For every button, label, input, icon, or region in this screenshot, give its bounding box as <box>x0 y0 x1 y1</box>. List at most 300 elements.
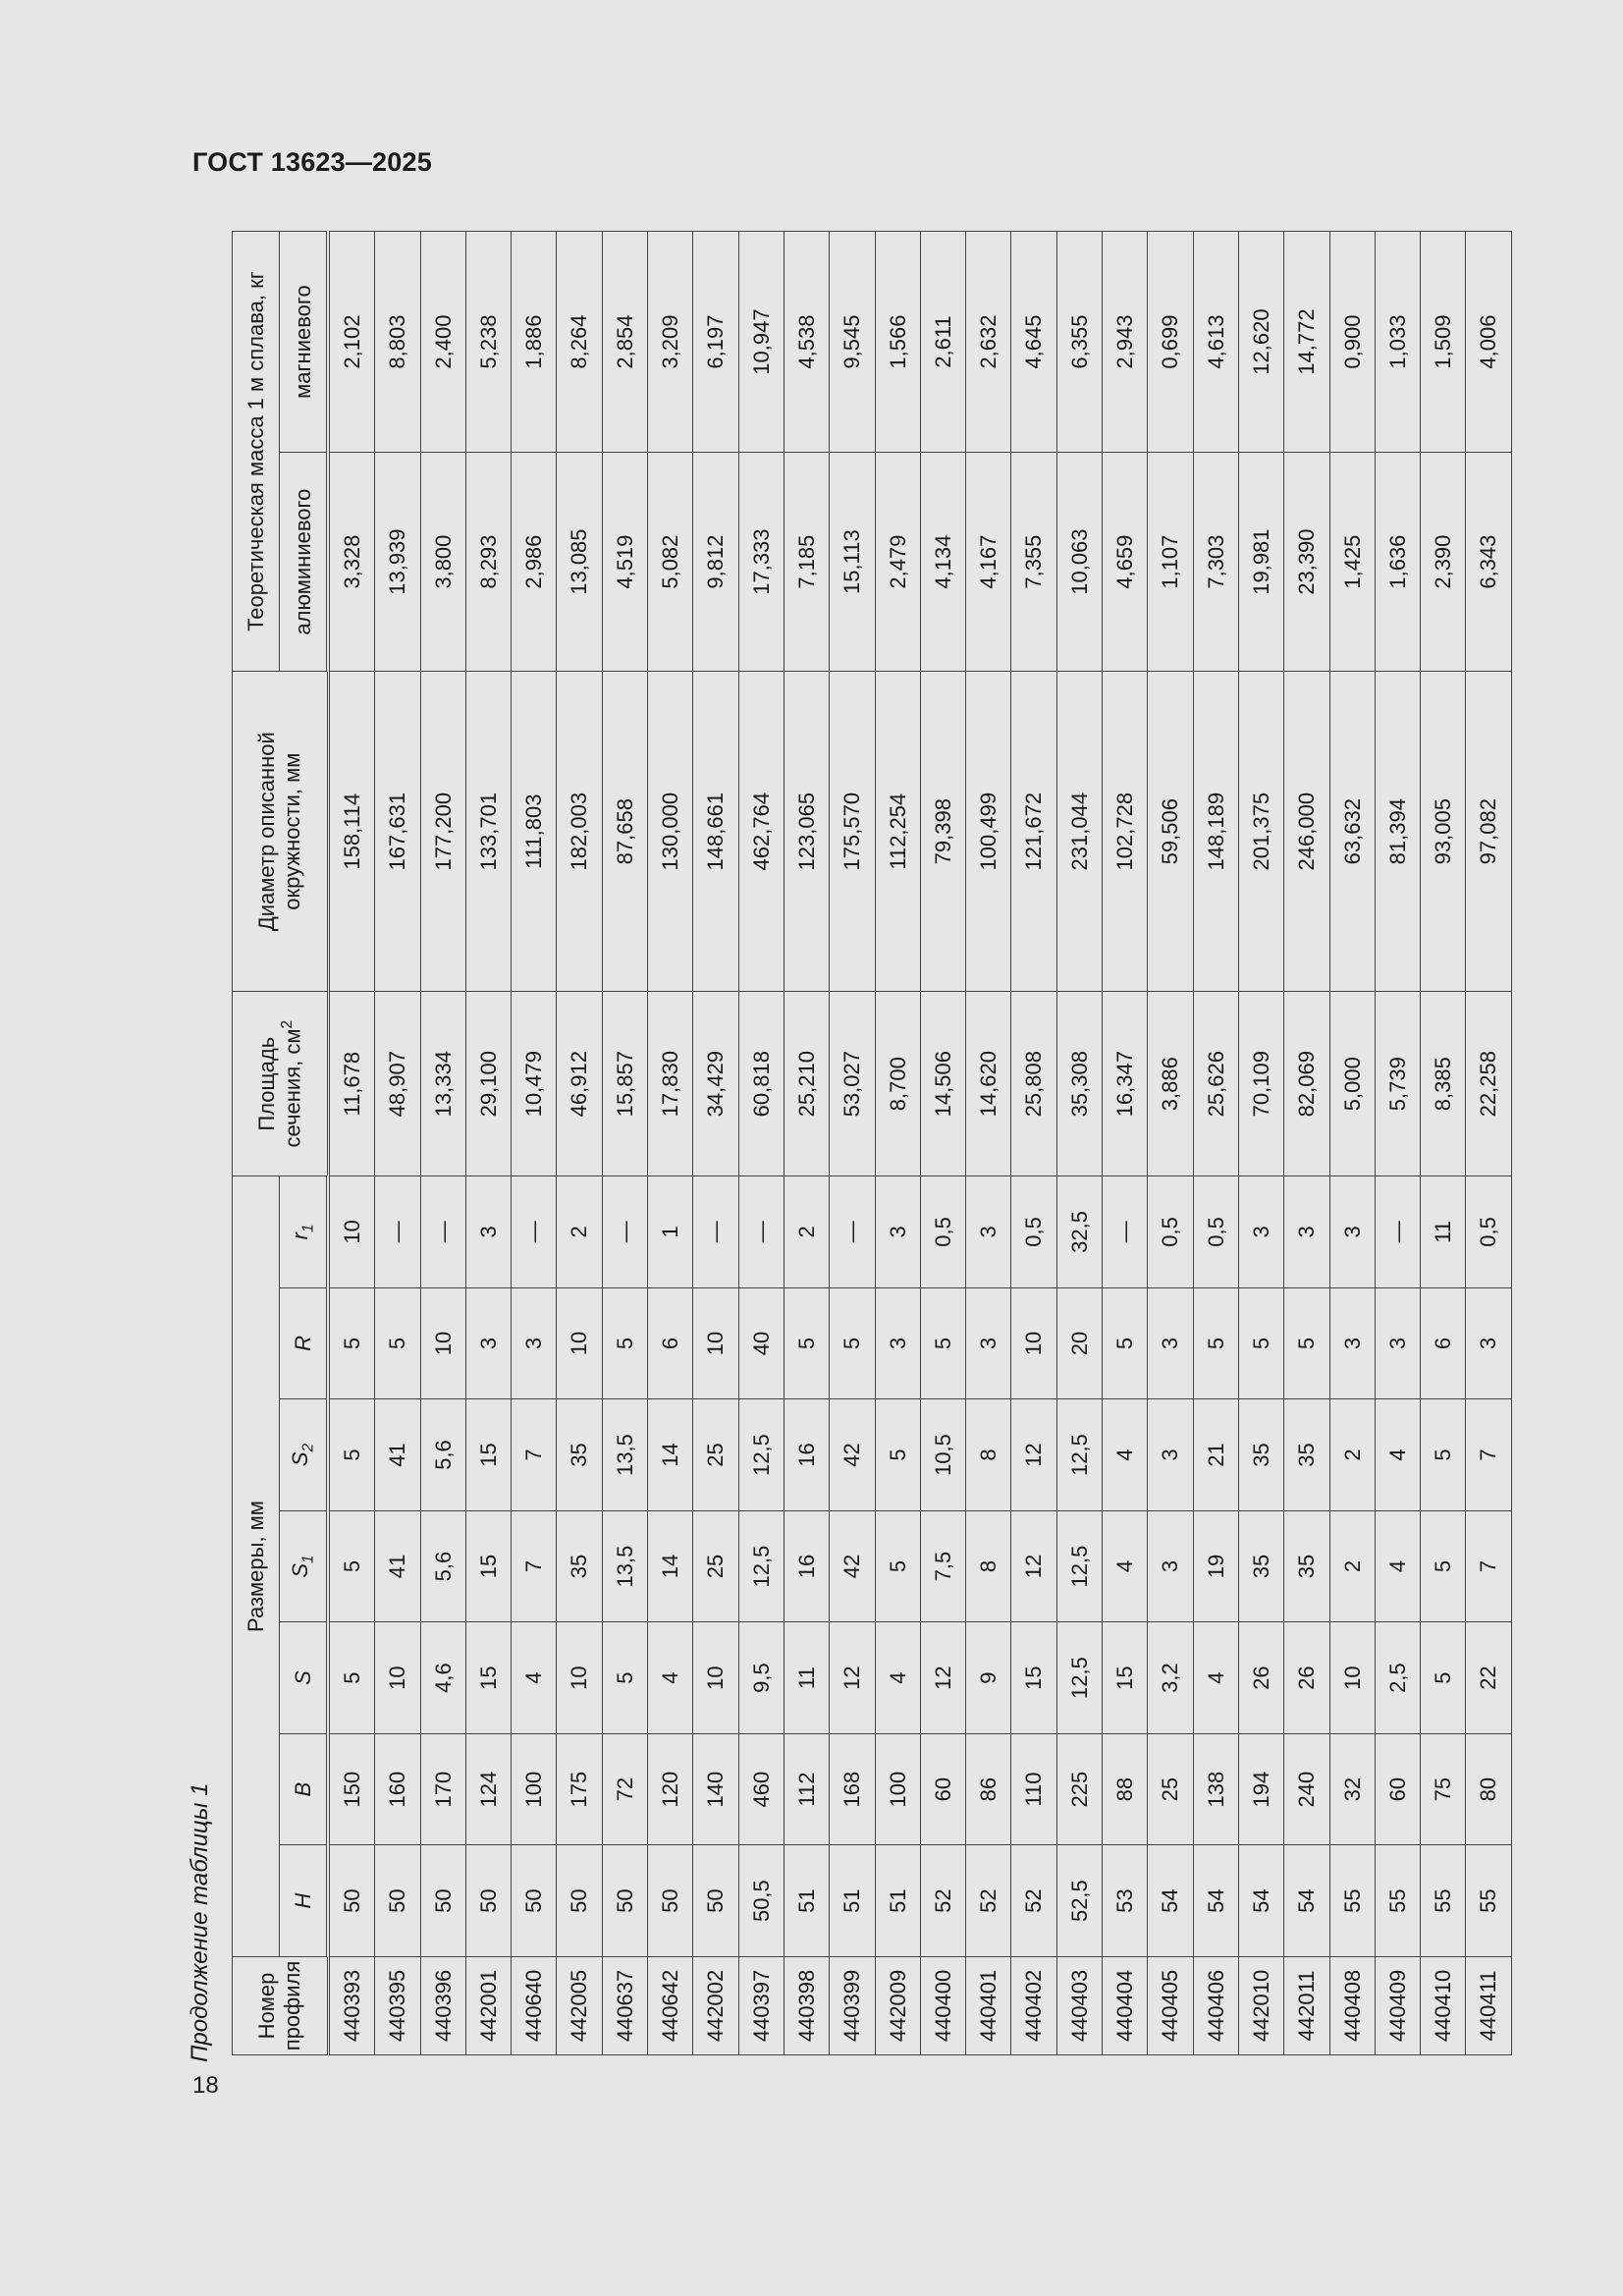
table-cell: 7,185 <box>784 453 829 672</box>
table-cell: 1,566 <box>875 232 920 453</box>
table-cell: 13,939 <box>375 453 420 672</box>
table-cell: 35 <box>1238 1510 1283 1622</box>
table-cell: — <box>602 1176 647 1288</box>
table-cell: 3,209 <box>648 232 693 453</box>
table-cell: 25,626 <box>1193 992 1238 1176</box>
table-cell: 82,069 <box>1284 992 1329 1176</box>
table-row <box>1056 232 1102 2055</box>
table-row <box>648 232 693 2055</box>
table-cell: 12 <box>1011 1510 1056 1622</box>
table-cell: 3,328 <box>328 453 375 672</box>
table-cell: 2 <box>1329 1510 1375 1622</box>
header-area: Площадь сечения, $см^2$ <box>233 992 329 1176</box>
table-cell: 50 <box>602 1845 647 1957</box>
table-cell: 2,102 <box>328 232 375 453</box>
table-cell: 35 <box>1284 1510 1329 1622</box>
table-cell: 6,197 <box>693 232 738 453</box>
table-cell: 12 <box>1011 1399 1056 1511</box>
table-cell: 9 <box>966 1622 1011 1734</box>
table-cell: 2 <box>1329 1399 1375 1511</box>
table-cell: 3 <box>1148 1287 1193 1399</box>
table-cell: 5 <box>875 1399 920 1511</box>
table-cell: 7,355 <box>1011 453 1056 672</box>
table-row <box>1375 232 1420 2055</box>
table-cell: 3 <box>1329 1287 1375 1399</box>
table-cell: 52 <box>920 1845 965 1957</box>
table-cell: 440396 <box>420 1956 465 2054</box>
table-cell: 4,613 <box>1193 232 1238 453</box>
table-cell: 17,830 <box>648 992 693 1176</box>
table-cell: 440397 <box>738 1956 784 2054</box>
table-cell: 11,678 <box>328 992 375 1176</box>
table-cell: 0,5 <box>920 1176 965 1288</box>
table-cell: 4,519 <box>602 453 647 672</box>
table-cell: 4,538 <box>784 232 829 453</box>
table-cell: 2,5 <box>1375 1622 1420 1734</box>
table-cell: — <box>420 1176 465 1288</box>
table-cell: 50 <box>557 1845 602 1957</box>
table-row <box>1329 232 1375 2055</box>
table-cell: 22,258 <box>1466 992 1511 1176</box>
table-cell: 48,907 <box>375 992 420 1176</box>
page-number: 18 <box>192 2072 219 2099</box>
table-cell: 6,355 <box>1056 232 1102 453</box>
table-cell: 2,390 <box>1421 453 1466 672</box>
table-cell: 7,5 <box>920 1510 965 1622</box>
table-cell: 54 <box>1284 1845 1329 1957</box>
table-cell: 9,545 <box>830 232 875 453</box>
table-cell: 0,5 <box>1193 1176 1238 1288</box>
table-cell: 170 <box>420 1733 465 1845</box>
table-row <box>738 232 784 2055</box>
table-cell: 79,398 <box>920 672 965 992</box>
table-cell: 53 <box>1103 1845 1148 1957</box>
table-cell: 2,400 <box>420 232 465 453</box>
table-cell: 442002 <box>693 1956 738 2054</box>
table-cell: 10 <box>1011 1287 1056 1399</box>
header-profile-number: Номер профиля <box>233 1956 329 2054</box>
table-cell: 5 <box>920 1287 965 1399</box>
table-cell: 4 <box>875 1622 920 1734</box>
table-cell: 2,479 <box>875 453 920 672</box>
table-cell: 50 <box>648 1845 693 1957</box>
header-r1: $r_1$ <box>280 1176 329 1288</box>
table-cell: 15,857 <box>602 992 647 1176</box>
table-cell: 52 <box>1011 1845 1056 1957</box>
header-r: R <box>280 1287 329 1399</box>
table-cell: 12,5 <box>1056 1622 1102 1734</box>
table-cell: 19,981 <box>1238 453 1283 672</box>
table-cell: 231,044 <box>1056 672 1102 992</box>
table-cell: 4,6 <box>420 1622 465 1734</box>
table-cell: 4,134 <box>920 453 965 672</box>
table-cell: 13,085 <box>557 453 602 672</box>
table-cell: 51 <box>875 1845 920 1957</box>
table-cell: 5,238 <box>465 232 511 453</box>
rotated-table-wrapper <box>232 231 1501 2055</box>
table-cell: 440405 <box>1148 1956 1193 2054</box>
table-cell: 150 <box>328 1733 375 1845</box>
table-cell: 0,699 <box>1148 232 1193 453</box>
table-cell: — <box>512 1176 557 1288</box>
table-cell: 2 <box>557 1176 602 1288</box>
table-cell: 440406 <box>1193 1956 1238 2054</box>
table-cell: 1 <box>648 1176 693 1288</box>
table-cell: 440399 <box>830 1956 875 2054</box>
table-cell: 10 <box>557 1287 602 1399</box>
table-cell: 2,611 <box>920 232 965 453</box>
table-cell: 3 <box>1148 1399 1193 1511</box>
table-cell: 14,772 <box>1284 232 1329 453</box>
table-cell: 54 <box>1193 1845 1238 1957</box>
table-cell: 440411 <box>1466 1956 1511 2054</box>
table-row <box>557 232 602 2055</box>
table-cell: 12,5 <box>738 1510 784 1622</box>
table-cell: 177,200 <box>420 672 465 992</box>
table-cell: 55 <box>1329 1845 1375 1957</box>
table-cell: 3,886 <box>1148 992 1193 1176</box>
table-cell: — <box>375 1176 420 1288</box>
header-magnesium: магниевого <box>280 232 329 453</box>
table-cell: — <box>738 1176 784 1288</box>
table-cell: 19 <box>1193 1510 1238 1622</box>
table-cell: 5 <box>375 1287 420 1399</box>
table-row <box>375 232 420 2055</box>
table-cell: 22 <box>1466 1622 1511 1734</box>
table-cell: 21 <box>1193 1399 1238 1511</box>
table-cell: 12,5 <box>1056 1510 1102 1622</box>
table-cell: 12,620 <box>1238 232 1283 453</box>
table-cell: 4 <box>1103 1510 1148 1622</box>
header-s1: $S_1$ <box>280 1510 329 1622</box>
table-cell: 34,429 <box>693 992 738 1176</box>
table-cell: 442010 <box>1238 1956 1283 2054</box>
table-cell: 5,082 <box>648 453 693 672</box>
table-cell: 7 <box>1466 1510 1511 1622</box>
table-cell: 123,065 <box>784 672 829 992</box>
table-cell: 12 <box>830 1622 875 1734</box>
table-cell: 52,5 <box>1056 1845 1102 1957</box>
table-cell: 160 <box>375 1733 420 1845</box>
table-cell: 52 <box>966 1845 1011 1957</box>
table-cell: 13,5 <box>602 1399 647 1511</box>
table-cell: 5,6 <box>420 1399 465 1511</box>
table-cell: 15 <box>1011 1622 1056 1734</box>
table-cell: 3,800 <box>420 453 465 672</box>
table-cell: 1,886 <box>512 232 557 453</box>
table-cell: 110 <box>1011 1733 1056 1845</box>
table-cell: 23,390 <box>1284 453 1329 672</box>
table-cell: 5 <box>1103 1287 1148 1399</box>
table-cell: 14 <box>648 1510 693 1622</box>
table-cell: 12,5 <box>738 1399 784 1511</box>
table-cell: 35 <box>557 1510 602 1622</box>
table-cell: 35 <box>557 1399 602 1511</box>
header-diameter: Диаметр описанной окружности, мм <box>233 672 329 992</box>
table-cell: 4 <box>1193 1622 1238 1734</box>
table-cell: 442009 <box>875 1956 920 2054</box>
table-cell: 148,189 <box>1193 672 1238 992</box>
table-cell: 442001 <box>465 1956 511 2054</box>
table-cell: 440402 <box>1011 1956 1056 2054</box>
table-cell: 440400 <box>920 1956 965 2054</box>
table-cell: 194 <box>1238 1733 1283 1845</box>
table-cell: 112,254 <box>875 672 920 992</box>
table-cell: 5 <box>328 1399 375 1511</box>
table-cell: 7,303 <box>1193 453 1238 672</box>
table-cell: 0,900 <box>1329 232 1375 453</box>
table-cell: 440642 <box>648 1956 693 2054</box>
table-cell: 3 <box>1284 1176 1329 1288</box>
table-cell: 1,425 <box>1329 453 1375 672</box>
table-cell: 120 <box>648 1733 693 1845</box>
table-cell: 41 <box>375 1399 420 1511</box>
table-cell: 3 <box>875 1287 920 1399</box>
table-cell: 8,700 <box>875 992 920 1176</box>
table-cell: 20 <box>1056 1287 1102 1399</box>
table-cell: 168 <box>830 1733 875 1845</box>
table-cell: 50,5 <box>738 1845 784 1957</box>
table-cell: 4,167 <box>966 453 1011 672</box>
table-cell: 100 <box>512 1733 557 1845</box>
table-cell: 133,701 <box>465 672 511 992</box>
table-cell: 51 <box>784 1845 829 1957</box>
table-row <box>1011 232 1056 2055</box>
table-cell: 5,6 <box>420 1510 465 1622</box>
table-row <box>465 232 511 2055</box>
table-cell: 10,5 <box>920 1399 965 1511</box>
table-cell: — <box>1103 1176 1148 1288</box>
table-row <box>784 232 829 2055</box>
table-cell: 102,728 <box>1103 672 1148 992</box>
table-cell: 29,100 <box>465 992 511 1176</box>
table-cell: 10 <box>328 1176 375 1288</box>
table-cell: 10 <box>693 1622 738 1734</box>
table-cell: — <box>1375 1176 1420 1288</box>
table-cell: 10 <box>375 1622 420 1734</box>
table-cell: 175 <box>557 1733 602 1845</box>
table-cell: 5 <box>1238 1287 1283 1399</box>
table-cell: 41 <box>375 1510 420 1622</box>
table-cell: 5 <box>1421 1510 1466 1622</box>
table-cell: 15,113 <box>830 453 875 672</box>
table-cell: 130,000 <box>648 672 693 992</box>
table-row <box>420 232 465 2055</box>
table-cell: 5 <box>328 1622 375 1734</box>
table-cell: 51 <box>830 1845 875 1957</box>
table-cell: 7 <box>1466 1399 1511 1511</box>
table-cell: 17,333 <box>738 453 784 672</box>
table-cell: 462,764 <box>738 672 784 992</box>
table-cell: 25 <box>693 1399 738 1511</box>
header-aluminum: алюминиевого <box>280 453 329 672</box>
table-cell: 2,943 <box>1103 232 1148 453</box>
table-cell: 2 <box>784 1176 829 1288</box>
table-cell: 14,506 <box>920 992 965 1176</box>
table-continuation-label: Продолжение таблицы 1 <box>187 1782 213 2062</box>
table-cell: 25,210 <box>784 992 829 1176</box>
table-cell: 3,2 <box>1148 1622 1193 1734</box>
table-cell: 440395 <box>375 1956 420 2054</box>
table-cell: 4 <box>512 1622 557 1734</box>
table-cell: 440409 <box>1375 1956 1420 2054</box>
table-cell: 3 <box>1375 1287 1420 1399</box>
table-cell: 1,636 <box>1375 453 1420 672</box>
table-cell: 86 <box>966 1733 1011 1845</box>
table-cell: 50 <box>465 1845 511 1957</box>
table-cell: 16,347 <box>1103 992 1148 1176</box>
table-cell: 5 <box>1284 1287 1329 1399</box>
table-row <box>966 232 1011 2055</box>
table-cell: 100 <box>875 1733 920 1845</box>
table-cell: 15 <box>1103 1622 1148 1734</box>
table-cell: 5 <box>602 1287 647 1399</box>
table-cell: 11 <box>1421 1176 1466 1288</box>
table-cell: 97,082 <box>1466 672 1511 992</box>
table-row <box>602 232 647 2055</box>
table-cell: 60,818 <box>738 992 784 1176</box>
table-cell: 3 <box>1148 1510 1193 1622</box>
table-cell: 440401 <box>966 1956 1011 2054</box>
table-cell: 35,308 <box>1056 992 1102 1176</box>
header-b: B <box>280 1733 329 1845</box>
table-row <box>1421 232 1466 2055</box>
table-cell: 201,375 <box>1238 672 1283 992</box>
table-cell: 7 <box>512 1399 557 1511</box>
table-cell: 4,645 <box>1011 232 1056 453</box>
table-cell: 25 <box>1148 1733 1193 1845</box>
table-cell: 15 <box>465 1510 511 1622</box>
table-cell: 442005 <box>557 1956 602 2054</box>
table-cell: 148,661 <box>693 672 738 992</box>
table-cell: 112 <box>784 1733 829 1845</box>
table-cell: 81,394 <box>1375 672 1420 992</box>
table-cell: 5 <box>784 1287 829 1399</box>
table-cell: 25,808 <box>1011 992 1056 1176</box>
table-cell: 240 <box>1284 1733 1329 1845</box>
table-row <box>1466 232 1511 2055</box>
table-row <box>1148 232 1193 2055</box>
table-cell: 7 <box>512 1510 557 1622</box>
table-cell: 14,620 <box>966 992 1011 1176</box>
table-cell: 1,033 <box>1375 232 1420 453</box>
table-cell: 3 <box>1466 1287 1511 1399</box>
table-cell: 70,109 <box>1238 992 1283 1176</box>
table-cell: 3 <box>966 1287 1011 1399</box>
table-cell: 4 <box>1375 1399 1420 1511</box>
table-cell: 13,5 <box>602 1510 647 1622</box>
table-cell: 87,658 <box>602 672 647 992</box>
table-cell: 246,000 <box>1284 672 1329 992</box>
table-cell: 10,063 <box>1056 453 1102 672</box>
table-cell: 140 <box>693 1733 738 1845</box>
table-cell: 88 <box>1103 1733 1148 1845</box>
table-cell: — <box>830 1176 875 1288</box>
table-cell: 5 <box>875 1510 920 1622</box>
table-cell: 4 <box>1375 1510 1420 1622</box>
table-cell: 8,803 <box>375 232 420 453</box>
table-cell: 0,5 <box>1148 1176 1193 1288</box>
table-cell: 182,003 <box>557 672 602 992</box>
table-cell: 5 <box>1421 1399 1466 1511</box>
header-mass: Теоретическая масса 1 м сплава, кг <box>233 232 280 672</box>
table-cell: 440404 <box>1103 1956 1148 2054</box>
table-row <box>693 232 738 2055</box>
table-cell: 46,912 <box>557 992 602 1176</box>
table-cell: 55 <box>1375 1845 1420 1957</box>
table-cell: 3 <box>1238 1176 1283 1288</box>
table-row <box>1193 232 1238 2055</box>
table-cell: 8,293 <box>465 453 511 672</box>
table-cell: 25 <box>693 1510 738 1622</box>
table-cell: 440403 <box>1056 1956 1102 2054</box>
table-row <box>875 232 920 2055</box>
document-title: ГОСТ 13623—2025 <box>192 147 432 177</box>
table-cell: 53,027 <box>830 992 875 1176</box>
table-row <box>920 232 965 2055</box>
profiles-table <box>232 231 1512 2055</box>
table-cell: 5 <box>328 1510 375 1622</box>
table-cell: 440408 <box>1329 1956 1375 2054</box>
table-row <box>512 232 557 2055</box>
table-body <box>328 232 1511 2055</box>
table-cell: 0,5 <box>1466 1176 1511 1288</box>
table-cell: 158,114 <box>328 672 375 992</box>
table-cell: 54 <box>1148 1845 1193 1957</box>
table-cell: 440398 <box>784 1956 829 2054</box>
table-cell: 1,107 <box>1148 453 1193 672</box>
table-row <box>1238 232 1283 2055</box>
table-cell: 3 <box>465 1176 511 1288</box>
table-cell: 3 <box>875 1176 920 1288</box>
table-cell: 440393 <box>328 1956 375 2054</box>
table-cell: 63,632 <box>1329 672 1375 992</box>
table-cell: 15 <box>465 1622 511 1734</box>
table-cell: 50 <box>328 1845 375 1957</box>
table-cell: 59,506 <box>1148 672 1193 992</box>
table-cell: 10 <box>420 1287 465 1399</box>
table-cell: 6,343 <box>1466 453 1511 672</box>
table-cell: 121,672 <box>1011 672 1056 992</box>
table-cell: 12,5 <box>1056 1399 1102 1511</box>
table-cell: 50 <box>420 1845 465 1957</box>
table-cell: 440637 <box>602 1956 647 2054</box>
table-cell: 50 <box>375 1845 420 1957</box>
table-row <box>328 232 375 2055</box>
table-cell: 111,803 <box>512 672 557 992</box>
table-cell: 5 <box>1193 1287 1238 1399</box>
header-s2: $S_2$ <box>280 1399 329 1511</box>
table-cell: 15 <box>465 1399 511 1511</box>
table-cell: 10 <box>693 1287 738 1399</box>
table-cell: 11 <box>784 1622 829 1734</box>
table-cell: 8 <box>966 1510 1011 1622</box>
table-cell: 12 <box>920 1622 965 1734</box>
table-cell: 124 <box>465 1733 511 1845</box>
table-cell: 8,264 <box>557 232 602 453</box>
table-cell: 5 <box>328 1287 375 1399</box>
table-cell: 4,659 <box>1103 453 1148 672</box>
table-cell: 32 <box>1329 1733 1375 1845</box>
table-cell: 175,570 <box>830 672 875 992</box>
table-cell: 6 <box>1421 1287 1466 1399</box>
table-cell: 9,5 <box>738 1622 784 1734</box>
table-cell: 167,631 <box>375 672 420 992</box>
table-cell: 16 <box>784 1399 829 1511</box>
table-cell: 442011 <box>1284 1956 1329 2054</box>
table-cell: 10 <box>557 1622 602 1734</box>
table-cell: 72 <box>602 1733 647 1845</box>
